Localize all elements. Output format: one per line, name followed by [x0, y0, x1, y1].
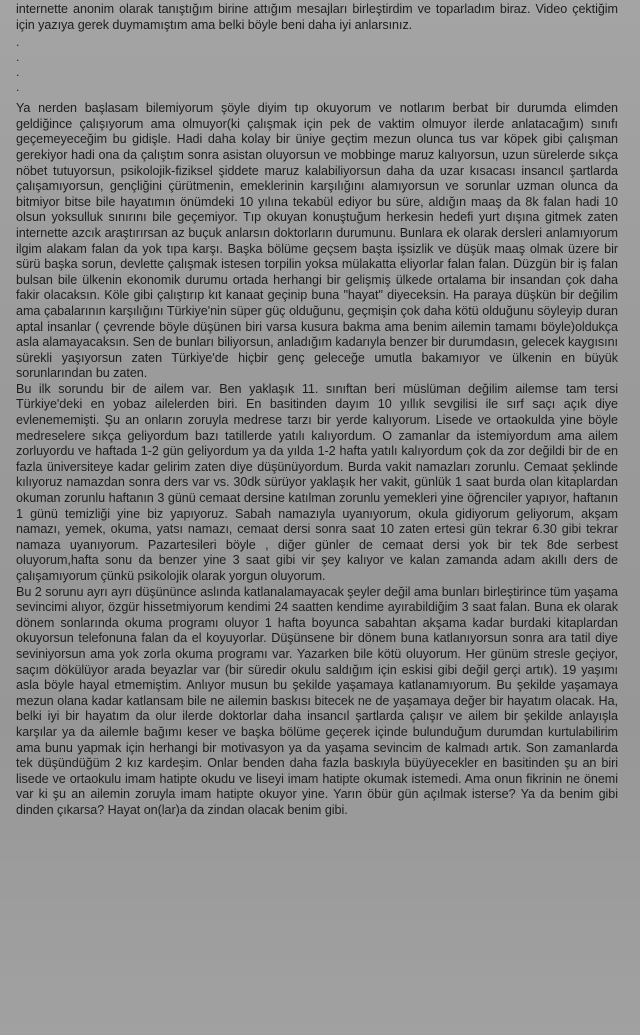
separator-dot: .: [16, 50, 20, 65]
ellipsis-separator: [16, 35, 618, 95]
body-paragraph-2: Bu ilk sorundu bir de ailem var. Ben yaklaşık 11. sınıftan beri müslüman değilim ailemse tam tersi Türkiye'deki en yobaz ailelerden biri. En basitinden dayım 10 yıllık sevgilisi ile sırf saçı açık diye evlenememişti. Şu an onların zoruyla medrese tarzı bir yerde kalıyorum. Lisede ve ortaokulda yine böyle medreselere sıkça geliyordum bazı tatillerde yatılı kalıyordum. O zamanlar da istemiyordum ama ailem zorluyordu ve haftada 1-2 gün geliyordum ya da yılda 1-2 hafta yatılı kalıyordum çok da zor değildi bir de en fazla üniversiteye kadar gelirim zaten diye düşünüyordum. Burda vakit namazları zorunlu. Cemaat şeklinde kılıyoruz namazdan sonra ders var vs. 30dk sürüyor yaklaşık her vakit, günlük 1 saat burda olan kitaplardan okuman zorunlu haftanın 3 günü cemaat dersine katılman zorunlu yemekleri yine öğrenciler yapıyor, haftanın 1 günü temizliği yine biz yapıyoruz. Sabah namazıyla uyanıyorum, okula gidiyorum geliyorum, akşam namazı, yemek, okuma, yatsı namazı, cemaat dersi sonra saat 10 zaten ertesi gün tekrar 6.30 gibi tekrar namaza uyanıyorum. Pazartesileri böyle , diğer günler de cemaat dersi yok bir tek 8de serbest oluyorum,hafta sonu da benzer yine 3 saat gibi vir şey kalıyor ve kalan zamanda adam akıllı ders de çalışamıyorum çünkü psikolojik olarak yorgun oluyorum.: [16, 381, 618, 583]
separator-dot: .: [16, 35, 20, 50]
body-paragraph-3: Bu 2 sorunu ayrı ayrı düşününce aslında katlanalamayacak şeyler değil ama bunları birleştirince tüm yaşama sevincimi alıyor, özgür hissetmiyorum kendimi 24 saatten kendime ayırabildiğim 3 saat falan. Buna ek olarak dönem sonlarında okuma programı oluyor 1 hafta boyunca sabahtan akşama kadar burdaki kitaplardan okuyorsun telefonuna falan da el koyuyorlar. Düşünsene bir dönem buna katlanıyorsun sonra ara tatil diye seviniyorsun ama yok zorla okuma programı var. Yazarken bile kötü oluyorum. Her günüm stresle geçiyor, saçım dökülüyor arada beyazlar var (bir süredir okulu saldığım için eskisi gibi değil gerçi artık). 19 yaşımı asla böyle hayal etmemiştim. Anlıyor musun bu şekilde yaşamaya katlanamıyorum. Bu şekilde yaşamaya mezun olana kadar katlansam bile ne ailemin baskısı bitecek ne de yaşamaya değer bir hayatım olacak. Ha, belki iyi bir hayatım da olur ilerde doktorlar daha insancıl şartlarda çalışır ve ailem bir şekilde anlayışla karşılar ya da ailemle bağımı keser ve başka bölüme geçerek içinde bulunduğum durumdan kurtulabilirim ama bunu yapmak için herhangi bir motivasyon ya da yaşama sevincim de kalmadı artık. Son zamanlarda tek düşündüğüm 2 kız kardeşim. Onlar benden daha fazla baskıyla büyüyecekler en basitinden şu an biri lisede ve ortaokulu imam hatipte okudu ve liseyi imam hatipte okumak istemedi. Ama onun fikrinin ne önemi var ki şu an ailemin zoruyla imam hatipte okuyor yine. Yarın öbür gün açılmak isterse? Ya da benim gibi dinden çıkarsa? Hayat on(lar)a da zindan olacak benim gibi.: [16, 584, 618, 817]
body-paragraph-1: Ya nerden başlasam bilemiyorum şöyle diyim tıp okuyorum ve notlarım berbat bir durumda elimden geldiğince çalışıyorum ama olmuyor(ki çalışmak için pek de vaktim olmuyor ilerde anlatacağım) sınıfı geçemeyeceğim bu gidişle. Hadi daha kolay bir üniye geçtim mezun olunca tus var köpek gibi çalışman gerekiyor hadi ona da çalıştım sonra asistan oluyorsun ve mobbinge maruz kalıyorsun, uzun sürelerde sıkça nöbet tutuyorsun, psikolojik-fiziksel şiddete maruz kalabiliyorsun daha da uzar kısacası insancıl şartlarda çalışamıyorsun, gençliğini çürütmenin, emeklerinin karşılığını alamıyorsun ve sorunlar uzman olunca da bitmiyor bitse bile hayatımın önümdeki 10 yılına tekabül ediyor bu süre, aldığın maaş da 8k falan hadi 10 olsun yoksulluk sınırını bile geçemiyor. Tıp okuyan konuştuğum herkesin hedefi yurt dışına gitmek zaten internette azcık araştırırsan az buçuk anlarsın doktorların durumunu. Bunlara ek olarak dersleri anlamıyorum ilgim alakam falan da yok tıpa karşı. Başka bölüme geçsem başta işsizlik ve düşük maaş olmak üzere bir sürü başka sorun, devlette çalışmak istesen torpilin yoksa mülakatta eliyorlar falan falan. Düzgün bir iş falan bulsan bile ülkenin ekonomik durumu ortada herhangi bir gelişmiş ülkede ortalama bir insandan çok daha fakir olacaksın. Köle gibi çalıştırıp kıt kanaat geçinip buna "hayat" diyeceksin. Ha paraya düşkün bir değilim ama çabalarının karşılığını Türkiye'nin süper güç olduğunu, geçmişin çok daha kötü olduğunu söyleyip duran aptal insanlar ( çevrende böyle düşünen biri varsa kusura bakma ama benim ailemin tamamı böyle)oldukça asla alamayacaksın. Sen de bunları biliyorsun, anladığım kadarıyla benzer bir durumdasın, gelecek kaygısını sürekli yaşıyorsun zaten Türkiye'de hiçbir genç geleceğe umutla bakamıyor ve ülkenin en büyük sorunlarından bu zaten.: [16, 101, 618, 381]
intro-paragraph: internette anonim olarak tanıştığım birine attığım mesajları birleştirdim ve toparladım biraz. Video çektiğim için yazıya gerek duymamıştım ama belki böyle beni daha iyi anlarsınız.: [16, 2, 618, 32]
separator-dot: .: [16, 80, 20, 95]
separator-dot: .: [16, 65, 20, 80]
